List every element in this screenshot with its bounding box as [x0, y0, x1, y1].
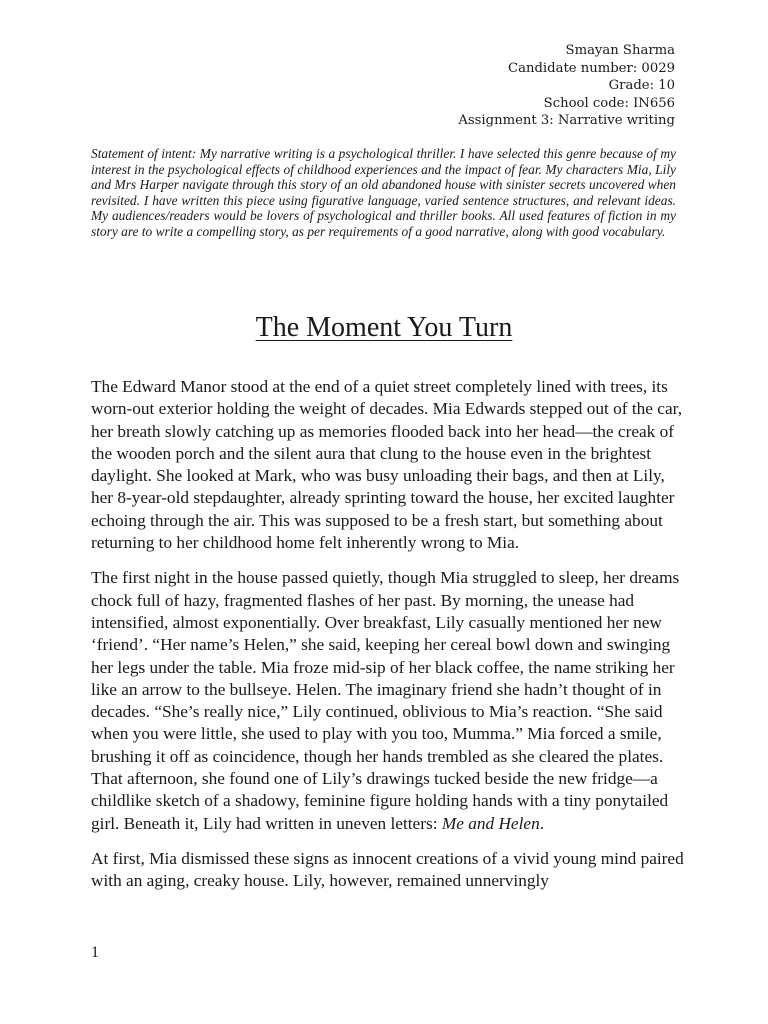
paragraph-2-text: The first night in the house passed quietly, though Mia struggled to sleep, her dreams chock full of hazy, fragmented flashes of her past. By morning, the unease had intensified, almost exponentially. Over breakfast, Lily casually mentioned her new ‘friend’. “Her name’s Helen,” she said, keeping her cereal bowl down and swinging her legs under the table. Mia froze mid-sip of her black coffee, the name striking her like an arrow to the bullseye. Helen. The imaginary friend she hadn’t thought of in decades. “She’s really nice,” Lily continued, oblivious to Mia’s reaction. “She said when you were little, she used to play with you too, Mumma.” Mia forced a smile, brushing it off as coincidence, though her hands trembled as she cleared the plates. That afternoon, she found one of Lily’s drawings tucked beside the new fridge—a childlike sketch of a shadowy, feminine figure holding hands with a tiny ponytailed girl. Beneath it, Lily had written in uneven letters: [91, 568, 680, 833]
author-name: Smayan Sharma [565, 43, 675, 58]
story-title-wrap [0, 312, 768, 344]
paragraph-3: At first, Mia dismissed these signs as innocent creations of a vivid young mind paired with an aging, creaky house. Lily, however, remained unnervingly [91, 848, 684, 891]
paragraph-2 [91, 567, 685, 835]
drawing-caption: Me and Helen [441, 813, 540, 833]
assignment-label: Assignment 3: Narrative writing [458, 113, 675, 128]
author-header [458, 42, 675, 130]
caption-period: . [539, 813, 545, 833]
statement-of-intent: Statement of intent: My narrative writing is a psychological thriller. I have selected this genre because of my interest in the psychological effects of childhood experiences and the impact of fear. My characters Mia, Lily and Mrs Harper navigate through this story of an old abandoned house with sinister secrets uncovered when revisited. I have written this piece using figurative language, varied sentence structures, and relevant ideas. My audiences/readers would be lovers of psychological and thriller books. All used features of fiction in my story are to write a compelling story, as per requirements of a good narrative, along with good vocabulary. [91, 146, 676, 239]
candidate-number: Candidate number: 0029 [508, 60, 675, 76]
grade: Grade: 10 [608, 78, 675, 93]
page-number: 1 [91, 944, 99, 961]
school-code: School code: IN656 [543, 95, 675, 111]
story-title: The Moment You Turn [255, 312, 513, 343]
paragraph-1: The Edward Manor stood at the end of a quiet street completely lined with trees, its worn-out exterior holding the weight of decades. Mia Edwards stepped out of the car, her breath slowly catching up as memories flooded back into her head—the creak of the wooden porch and the silent aura that clung to the house even in the brightest daylight. She looked at Mark, who was busy unloading their bags, and then at Lily, her 8-year-old stepdaughter, already sprinting toward the house, her excited laughter echoing through the air. This was supposed to be a fresh start, but something about returning to her childhood home felt inherently wrong to Mia. [91, 377, 683, 553]
story-body [91, 376, 685, 906]
